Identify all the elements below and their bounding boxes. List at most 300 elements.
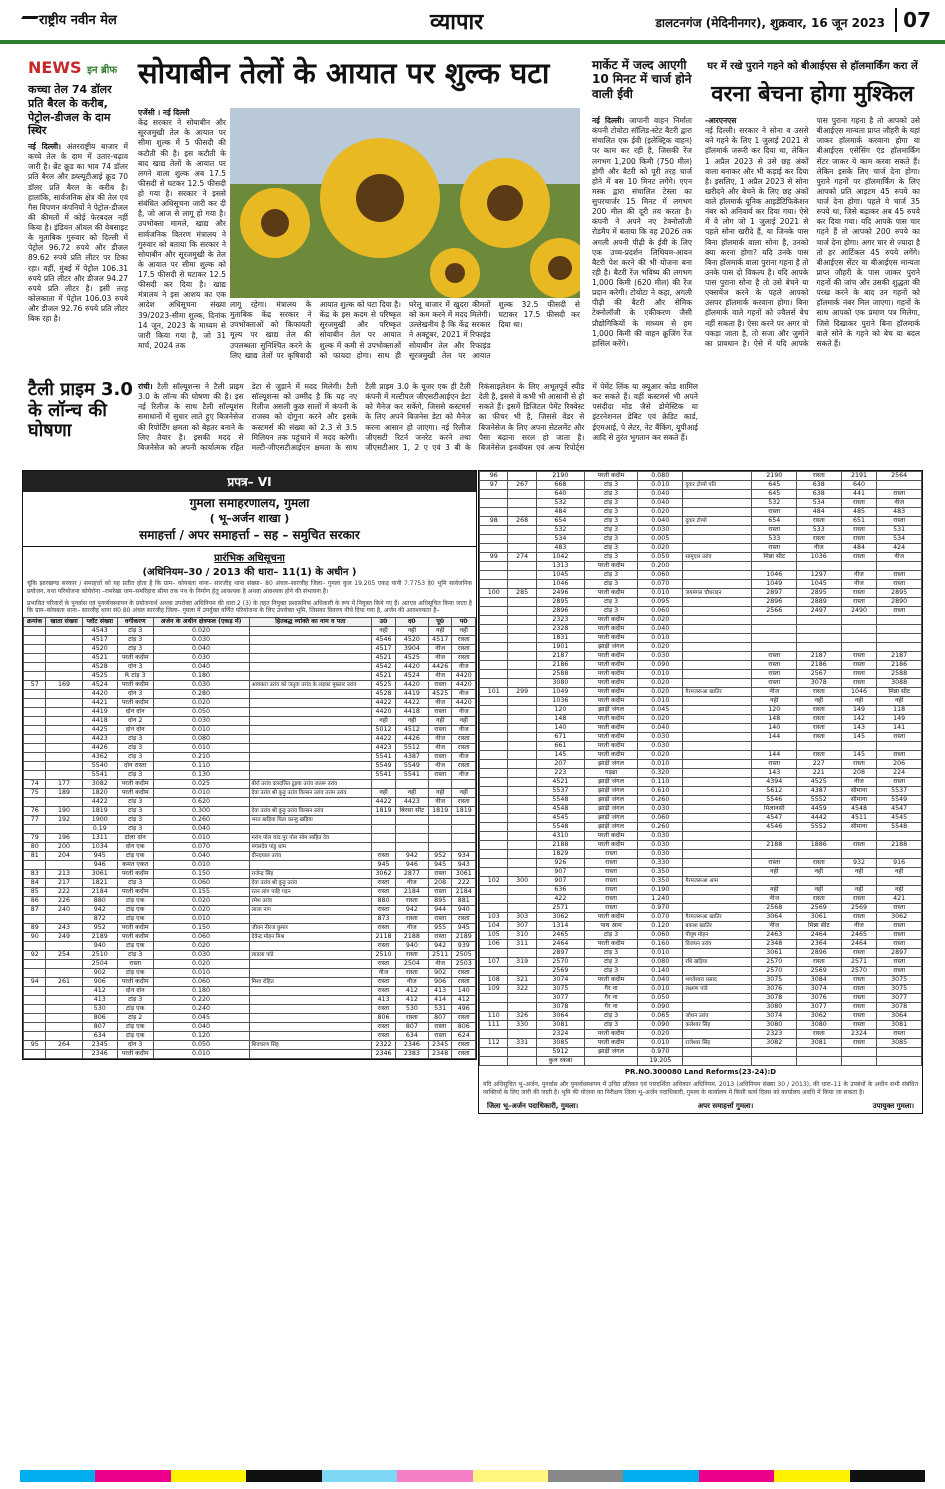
table-cell: आयकरा उरांव को जतुवा उरांव के लड़का मुख्तार उरांव <box>249 681 372 690</box>
table-cell <box>683 607 752 616</box>
table-cell: झाड़ी जंगल <box>584 778 637 787</box>
table-cell: 2348 <box>428 1050 451 1059</box>
table-cell <box>480 625 508 634</box>
table-cell: रास्ता <box>841 913 877 922</box>
table-cell: टांड़ एक <box>117 942 153 951</box>
table-cell: 3080 <box>536 679 584 688</box>
table-cell: रास्ता <box>752 544 797 553</box>
table-cell: 3074 <box>536 976 584 985</box>
table-cell <box>508 625 536 634</box>
table-cell <box>683 823 752 832</box>
table-cell: 274 <box>508 553 536 562</box>
table-cell: टांड़ 3 <box>584 571 637 580</box>
table-cell: 112 <box>480 1039 508 1048</box>
tally-text: टैली सॉल्यूशन्स ने टैली प्राइम 3.0 के लॉन्च की घोषणा की है। इस नई रिलीज के साथ टैली सॉल्यूशंस समाधानों में सुधार लाते हुए बिजनेसेज की रिपोर्टिंग क्षमता को बेहतर बनाने के लिए तैयार है। इसकी मदद से बिजनेसेज को अपनी कार्यात्मक रहित डेटा से जुड़ाने में मदद मिलेगी। टैली सॉल्यूशन्स को उम्मीद है कि यह नए रिलीज असली कुछ सालों में कंपनी के राजस्व को दोगुना करने और इसके कस्टमर्स की संख्या को 2.3 से 3.5 मिलियन तक पहुंचाने में मदद करेगी। मल्टी-जीएसटीआईएन क्षमता के साथ टैली प्राइम 3.0 के यूजर एक ही टैली कंपनी में मल्टीपल जीएसटीआईएन डेटा को मैनेज कर सकेंगे, जिससे कस्टमर्स के लिए अपने बिजनेस डेटा को मैनेज करना आसान हो जाएगा। नई रिलीज जीएसटी रिटर्न जनरेट करने तथा जीएसटीआर 1, 2 ए एवं 3 बी के रिकंसाइलेशन के लिए अभूतपूर्व स्पीड देती है, इससे वे कभी भी आसानी से हो सकते हैं। इसमें डिजिटल पेमेंट रिक्वेस्ट का फीचर भी है, जिससे वेंडर से बिजनेसेज के लिए अपना सेटलमेंट और पैसा बढ़ाना सरल हो जाता है। बिजनेसेज इनवॉयस एवं अन्य रिपोर्ट्स में पेमेंट लिंक या क्यूआर कोड शामिल कर सकते हैं। वहीं कस्टमर्स भी अपने पसंदीदा मोड जैसे डोमेस्टिक या इंटरनेशनल डेबिट एवं क्रेडिट कार्ड, ईएमआई, पे लेटर, नेट बैंकिंग, यूपीआई आदि से तुरंत भुगतान कर सकते हैं। <box>138 382 698 452</box>
table-cell: 3061 <box>752 949 797 958</box>
table-cell <box>46 996 82 1005</box>
table-cell: 424 <box>877 544 922 553</box>
table-cell: 0.620 <box>153 798 249 807</box>
table-row <box>24 735 476 744</box>
table-cell <box>508 841 536 850</box>
table-cell: 5548 <box>536 823 584 832</box>
table-cell: 0.010 <box>638 481 683 490</box>
table-cell: 0.040 <box>638 724 683 733</box>
table-cell: 421 <box>877 895 922 904</box>
table-cell: 441 <box>841 490 877 499</box>
table-cell <box>508 904 536 913</box>
table-row <box>480 553 922 562</box>
table-cell: 0.005 <box>638 535 683 544</box>
table-cell <box>508 508 536 517</box>
table-cell: 0.050 <box>153 708 249 717</box>
table-cell: परती कदीम <box>584 688 637 697</box>
table-cell: 638 <box>797 490 842 499</box>
table-cell: 2322 <box>372 1041 395 1050</box>
table-cell: 2497 <box>797 607 842 616</box>
table-cell: 94 <box>24 978 46 987</box>
table-cell <box>752 625 797 634</box>
table-cell: 5541 <box>82 771 117 780</box>
table-row <box>480 652 922 661</box>
table-cell: 2188 <box>752 841 797 850</box>
table-cell: 2896 <box>797 949 842 958</box>
table-cell: 0.010 <box>638 760 683 769</box>
table-cell: 331 <box>508 1039 536 1048</box>
table-cell: 326 <box>508 1012 536 1021</box>
table-cell: रास्ता <box>428 681 451 690</box>
table-cell: रास्ता <box>395 969 428 978</box>
table-cell: 189 <box>46 789 82 798</box>
soybean-byline: एजेंसी । नई दिल्ली <box>138 108 190 117</box>
table-cell <box>683 1003 752 1012</box>
table-cell: 496 <box>452 1005 476 1014</box>
news-label: NEWS <box>28 58 82 77</box>
table-cell <box>24 744 46 753</box>
table-cell <box>480 841 508 850</box>
table-cell: रास्ता <box>372 978 395 987</box>
table-cell: 0.025 <box>153 780 249 789</box>
table-cell: रास्ता <box>372 1032 395 1041</box>
table-cell <box>480 778 508 787</box>
table-cell: 2184 <box>395 888 428 897</box>
table-cell: 177 <box>46 780 82 789</box>
table-row <box>480 706 922 715</box>
table-cell: 2510 <box>372 951 395 960</box>
table-row <box>24 789 476 798</box>
table-cell: 1036 <box>536 697 584 706</box>
table-cell: 907 <box>536 877 584 886</box>
table-cell: 654 <box>536 517 584 526</box>
table-cell: टांड़ 3 <box>117 744 153 753</box>
table-cell <box>46 627 82 636</box>
table-cell: 0.010 <box>638 985 683 994</box>
table-cell: 3078 <box>536 1003 584 1012</box>
table-row <box>480 751 922 760</box>
table-cell <box>841 1057 877 1066</box>
table-cell <box>877 877 922 886</box>
table-cell: 3080 <box>752 1003 797 1012</box>
table-cell: रास्ता <box>797 472 842 481</box>
table-cell: सीमाना <box>841 787 877 796</box>
table-cell: 1821 <box>82 879 117 888</box>
table-row <box>24 897 476 906</box>
table-cell: 2570 <box>752 967 797 976</box>
table-cell: 952 <box>82 924 117 933</box>
table-cell: 0.190 <box>638 886 683 895</box>
table-cell: 4422 <box>372 798 395 807</box>
table-cell: 412 <box>395 987 428 996</box>
table-row <box>480 724 922 733</box>
table-cell: पाथ आम <box>584 922 637 931</box>
table-cell: 0.070 <box>638 580 683 589</box>
table-cell: 0.010 <box>153 915 249 924</box>
table-cell: परती कदीम <box>584 697 637 706</box>
table-cell: 5612 <box>752 787 797 796</box>
table-cell <box>428 843 451 852</box>
notice-form-no: प्रपत्र– VI <box>23 471 476 492</box>
news-brief-label <box>28 58 128 77</box>
table-cell: नीज <box>877 499 922 508</box>
table-cell: 145 <box>841 751 877 760</box>
table-cell: दीनदयाल उरांव <box>249 852 372 861</box>
table-cell: 3075 <box>877 985 922 994</box>
table-cell: 4420 <box>395 681 428 690</box>
table-row <box>480 526 922 535</box>
table-cell <box>249 636 372 645</box>
table-cell: रमेश उरांव <box>249 897 372 906</box>
table-cell: 0.030 <box>638 805 683 814</box>
table-cell: 120 <box>752 706 797 715</box>
table-cell: झाड़ी जंगल <box>584 805 637 814</box>
table-row <box>480 958 922 967</box>
table-cell: 1829 <box>536 850 584 859</box>
table-cell <box>508 661 536 670</box>
table-cell: झाड़ी जंगल <box>584 706 637 715</box>
table-row <box>480 913 922 922</box>
sunflower-shape <box>460 158 550 248</box>
table-cell <box>683 580 752 589</box>
table-cell: टांड़ 3 <box>584 508 637 517</box>
table-cell: 5541 <box>372 771 395 780</box>
table-cell: 4420 <box>82 690 117 699</box>
table-cell <box>249 861 372 870</box>
table-cell: रास्ता <box>877 922 922 931</box>
table-cell: 3062 <box>536 913 584 922</box>
table-cell: रास्ता <box>752 679 797 688</box>
table-cell: रास्ता <box>452 1041 476 1050</box>
table-cell: झाड़ी जंगल <box>584 823 637 832</box>
table-cell: 4442 <box>797 814 842 823</box>
table-cell <box>46 708 82 717</box>
table-cell: 4525 <box>797 778 842 787</box>
table-cell: 645 <box>752 490 797 499</box>
color-swatch <box>20 1470 95 1482</box>
table-row <box>480 877 922 886</box>
table-cell: नहीं <box>841 697 877 706</box>
table-cell: 4426 <box>395 735 428 744</box>
table-cell: 0.220 <box>153 996 249 1005</box>
table-cell: टांड़ 2 <box>117 1014 153 1023</box>
table-cell: 76 <box>24 807 46 816</box>
table-row <box>480 985 922 994</box>
table-cell: 1046 <box>752 571 797 580</box>
table-cell: 2897 <box>752 589 797 598</box>
crude-oil-body <box>28 142 128 324</box>
table-cell: 0.160 <box>638 940 683 949</box>
table-cell <box>683 796 752 805</box>
table-row <box>480 598 922 607</box>
table-cell: 3075 <box>752 976 797 985</box>
table-cell <box>480 535 508 544</box>
table-cell: 2896 <box>752 598 797 607</box>
table-cell: रास्ता <box>797 1030 842 1039</box>
table-cell: परती कदीम <box>584 1039 637 1048</box>
table-row <box>24 843 476 852</box>
table-cell: 483 <box>536 544 584 553</box>
table-row <box>480 787 922 796</box>
column-header: खाता संख्या <box>46 618 82 627</box>
table-cell: 3061 <box>797 913 842 922</box>
table-cell: 940 <box>452 906 476 915</box>
table-cell: 144 <box>752 733 797 742</box>
table-cell: रास्ता <box>797 733 842 742</box>
masthead <box>0 0 945 44</box>
table-cell: 2191 <box>841 472 877 481</box>
table-cell: नीज <box>428 654 451 663</box>
table-cell: 902 <box>82 969 117 978</box>
table-cell: 4547 <box>877 805 922 814</box>
dateline: डालटनगंज (मेदिनीनगर), शुक्रवार, 16 जून 2023 <box>655 16 885 30</box>
table-cell: परती कदीम <box>584 940 637 949</box>
table-cell <box>480 1030 508 1039</box>
table-row <box>24 717 476 726</box>
table-cell <box>249 627 372 636</box>
news-label-sub: इन ब्रीफ <box>87 65 118 76</box>
table-cell <box>508 616 536 625</box>
notice-title: प्रारंभिक अधिसूचना <box>214 553 285 564</box>
table-cell <box>683 526 752 535</box>
table-cell <box>46 645 82 654</box>
table-cell: 321 <box>508 976 536 985</box>
table-cell <box>24 825 46 834</box>
table-cell: रास्ता <box>797 535 842 544</box>
table-row <box>480 562 922 571</box>
table-cell: परती कदीम <box>584 562 637 571</box>
table-row <box>24 762 476 771</box>
table-row <box>480 1048 922 1057</box>
table-cell <box>480 616 508 625</box>
table-cell <box>797 1057 842 1066</box>
table-cell: नहीं <box>841 868 877 877</box>
table-cell: 422 <box>536 895 584 904</box>
table-cell: 5548 <box>877 823 922 832</box>
table-cell: मिन्ना सीट <box>797 922 842 931</box>
table-cell <box>508 697 536 706</box>
table-cell: बकाश खातिर <box>683 922 752 931</box>
table-cell: कलेश्वर सिंह <box>683 1021 752 1030</box>
table-cell: परती कदीम <box>584 589 637 598</box>
table-row <box>480 823 922 832</box>
table-cell: 2187 <box>877 652 922 661</box>
table-cell: नहीं <box>452 789 476 798</box>
table-cell: नहीं <box>877 868 922 877</box>
table-row <box>24 672 476 681</box>
table-cell: टांड़ 3 <box>584 580 637 589</box>
table-cell: 1313 <box>536 562 584 571</box>
table-cell: 79 <box>24 834 46 843</box>
table-cell <box>249 1032 372 1041</box>
table-cell: 330 <box>508 1021 536 1030</box>
table-cell <box>508 562 536 571</box>
table-cell <box>249 762 372 771</box>
table-cell: 4517 <box>372 645 395 654</box>
table-cell: 0.140 <box>638 967 683 976</box>
table-cell <box>428 825 451 834</box>
table-cell <box>683 490 752 499</box>
table-cell: 3061 <box>452 870 476 879</box>
table-cell: 3078 <box>877 1003 922 1012</box>
table-cell: 2566 <box>752 607 797 616</box>
table-cell <box>841 634 877 643</box>
table-cell: 101 <box>480 688 508 697</box>
table-cell: 4418 <box>82 717 117 726</box>
table-cell: 2188 <box>395 933 428 942</box>
table-cell <box>24 654 46 663</box>
table-cell <box>797 634 842 643</box>
table-cell: 1046 <box>841 688 877 697</box>
table-cell: टांड़ एक <box>117 897 153 906</box>
table-cell: लाडला पांडे <box>249 951 372 960</box>
table-cell: पीयूष मोहन <box>683 931 752 940</box>
table-cell: नीज <box>452 753 476 762</box>
table-cell <box>372 834 395 843</box>
table-cell: 945 <box>452 924 476 933</box>
table-cell: 0.020 <box>153 897 249 906</box>
table-cell <box>683 670 752 679</box>
table-cell: 640 <box>841 481 877 490</box>
table-row <box>24 834 476 843</box>
table-row <box>24 1041 476 1050</box>
table-cell <box>877 616 922 625</box>
table-cell: 4420 <box>395 663 428 672</box>
table-cell: रास्ता <box>372 852 395 861</box>
table-cell: परती कदीम <box>584 670 637 679</box>
table-cell: 0.020 <box>153 627 249 636</box>
table-cell <box>752 832 797 841</box>
table-cell <box>480 868 508 877</box>
table-cell: 0.080 <box>638 958 683 967</box>
table-cell <box>46 798 82 807</box>
table-row <box>24 942 476 951</box>
table-cell: R टांड़ 3 <box>117 672 153 681</box>
table-cell <box>752 562 797 571</box>
table-cell: रास्ता <box>841 679 877 688</box>
table-cell <box>683 1048 752 1057</box>
table-cell: दोन रास्ता <box>117 762 153 771</box>
table-cell: 4422 <box>82 798 117 807</box>
table-cell: 534 <box>877 535 922 544</box>
table-cell <box>480 571 508 580</box>
table-cell: 806 <box>372 1014 395 1023</box>
table-cell: झाड़ी जंगल <box>584 787 637 796</box>
table-cell: 4387 <box>395 753 428 762</box>
table-cell: रास्ता <box>452 744 476 753</box>
table-cell: रास्ता <box>841 598 877 607</box>
table-cell: 0.110 <box>153 762 249 771</box>
table-cell: 0.030 <box>153 654 249 663</box>
table-cell: 881 <box>452 897 476 906</box>
table-cell: 4420 <box>452 672 476 681</box>
table-cell <box>46 861 82 870</box>
table-cell <box>480 697 508 706</box>
table-cell: देवा उरांव श्री कुड़ु उरांव विल्सन उरांव उत्तम उरांव <box>249 789 372 798</box>
table-cell: 1819 <box>82 807 117 816</box>
table-row <box>480 472 922 481</box>
table-cell: रास्ता <box>841 994 877 1003</box>
table-cell: नीज <box>428 735 451 744</box>
table-cell <box>683 535 752 544</box>
table-cell: 1049 <box>536 688 584 697</box>
table-cell: दोन दोन <box>117 708 153 717</box>
table-cell: 0.180 <box>153 987 249 996</box>
soybean-body-bottom: लागू रहेगा। मंत्रालय के मुताबिक केंद्र सरकार ने उपभोक्ताओं को किफायती मूल्य पर खाद्य तेल की उपलब्धता सुनिश्चित करने के लिए खाद्य तेलों पर कृषिवादी आयात शुल्क को घटा दिया है। केंद्र के इस कदम से परिष्कृत सूरजमुखी और परिष्कृत सोयाबीन तेल पर आयात शुल्क में कमी से उपभोक्ताओं को फायदा होगा। साथ ही घरेलू बाजार में खुदरा कीमतों को कम करने में मदद मिलेगी। उल्लेखनीय है कि केंद्र सरकार ने अक्टूबर, 2021 में रिफाइंड सोयाबीन तेल और रिफाइंड सूरजमुखी तेल पर आयात शुल्क 32.5 फीसदी से घटाकर 17.5 फीसदी कर दिया था। <box>230 300 580 360</box>
table-cell: 96 <box>480 472 508 481</box>
table-cell: 148 <box>752 715 797 724</box>
table-cell: टांड़ 3 <box>117 735 153 744</box>
table-cell <box>24 735 46 744</box>
table-cell: नहीं <box>877 697 922 706</box>
table-cell: शिवचरण सिंह <box>249 1041 372 1050</box>
table-row <box>480 1039 922 1048</box>
table-cell: 0.060 <box>153 933 249 942</box>
table-row <box>480 742 922 751</box>
table-cell: परती कदीम <box>584 625 637 634</box>
table-cell <box>841 562 877 571</box>
table-cell <box>480 643 508 652</box>
table-cell <box>480 994 508 1003</box>
table-cell <box>683 832 752 841</box>
table-cell: नहीं <box>372 717 395 726</box>
table-cell: सीमाना <box>841 823 877 832</box>
table-cell: 2504 <box>82 960 117 969</box>
table-cell: रास्ता <box>752 526 797 535</box>
table-cell: 3088 <box>877 679 922 688</box>
table-row <box>24 852 476 861</box>
table-cell: रधि खड़िया <box>683 958 752 967</box>
table-cell: 806 <box>82 1014 117 1023</box>
table-cell: 5537 <box>877 787 922 796</box>
table-cell <box>683 697 752 706</box>
table-cell: 2569 <box>536 967 584 976</box>
table-cell <box>508 814 536 823</box>
table-cell: 5549 <box>395 762 428 771</box>
table-cell: 2568 <box>752 904 797 913</box>
table-cell <box>508 652 536 661</box>
table-cell <box>480 823 508 832</box>
table-cell: 873 <box>372 915 395 924</box>
table-cell <box>877 481 922 490</box>
table-cell: 4525 <box>428 690 451 699</box>
table-cell: 533 <box>797 526 842 535</box>
table-row <box>24 699 476 708</box>
table-cell: 934 <box>452 852 476 861</box>
table-cell <box>797 562 842 571</box>
table-cell: मिन्ना सीट <box>877 688 922 697</box>
table-cell <box>480 580 508 589</box>
table-cell: नहीं <box>877 886 922 895</box>
table-cell <box>480 598 508 607</box>
table-cell: 268 <box>508 517 536 526</box>
